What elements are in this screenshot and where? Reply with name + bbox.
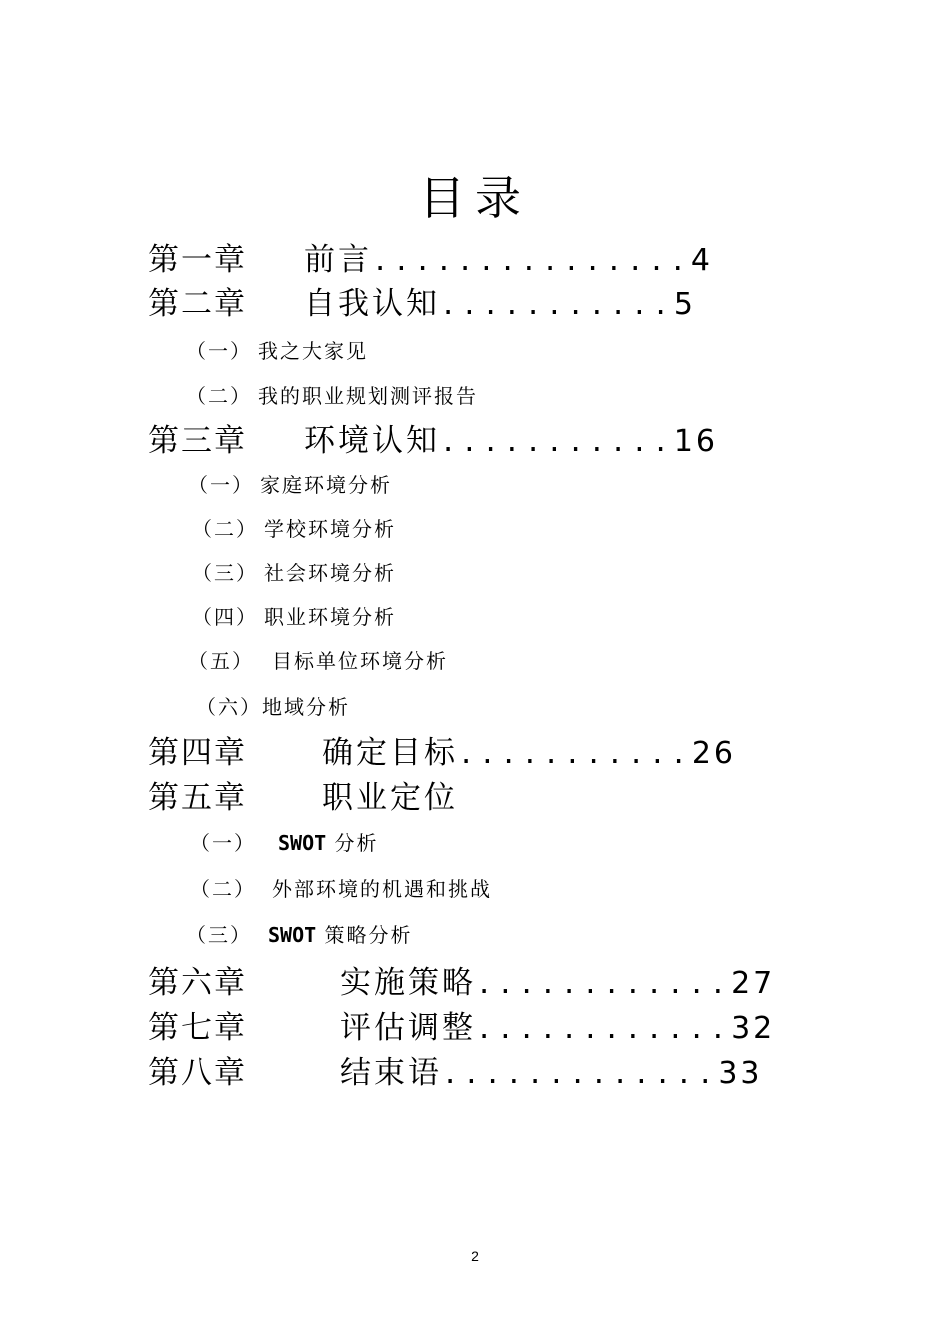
toc-entry-section[interactable] <box>190 828 379 858</box>
section-marker: （三） <box>192 561 258 585</box>
toc-entry-chapter-4[interactable] <box>148 731 736 775</box>
section-title: 目标单位环境分析 <box>272 649 448 673</box>
toc-entry-chapter-1[interactable] <box>148 238 713 282</box>
toc-entry-section[interactable] <box>192 602 396 632</box>
toc-entry-chapter-8[interactable] <box>148 1051 763 1095</box>
toc-entry-chapter-2[interactable] <box>148 282 696 326</box>
chapter-page-number: 27 <box>731 966 776 1001</box>
section-title: 家庭环境分析 <box>260 473 392 497</box>
section-title: 职业环境分析 <box>264 605 396 629</box>
dot-leader: ............ <box>476 1014 732 1045</box>
chapter-number: 第六章 <box>148 965 247 1001</box>
chapter-title-line <box>304 282 696 328</box>
section-marker: （四） <box>192 605 258 629</box>
chapter-title-line <box>322 731 736 777</box>
section-marker: （六） <box>196 695 262 719</box>
section-title: 分析 <box>334 831 379 855</box>
chapter-page-number: 16 <box>673 424 718 459</box>
toc-entry-section[interactable] <box>186 920 413 950</box>
chapter-page-number: 4 <box>690 243 713 278</box>
chapter-title: 实施策略 <box>340 965 476 1001</box>
chapter-title: 结束语 <box>340 1055 442 1091</box>
chapter-title: 职业定位 <box>322 780 458 816</box>
chapter-number: 第三章 <box>148 423 247 459</box>
chapter-title: 评估调整 <box>340 1010 476 1046</box>
chapter-title: 确定目标 <box>322 735 458 771</box>
section-marker: （一） <box>188 473 254 497</box>
chapter-page-number: 33 <box>718 1056 763 1091</box>
chapter-page-number: 26 <box>691 736 736 771</box>
section-latin-term: SWOT <box>268 923 317 947</box>
chapter-title-line <box>322 776 458 822</box>
section-title: 外部环境的机遇和挑战 <box>272 877 492 901</box>
chapter-number: 第五章 <box>148 780 247 816</box>
chapter-number: 第四章 <box>148 735 247 771</box>
dot-leader: ............. <box>442 1059 719 1090</box>
toc-entry-section[interactable] <box>190 874 492 904</box>
toc-entry-section[interactable] <box>186 336 368 366</box>
chapter-page-number: 5 <box>673 287 696 322</box>
toc-entry-section[interactable] <box>188 646 448 676</box>
section-title: 我的职业规划测评报告 <box>258 384 478 408</box>
chapter-title-line <box>340 1051 763 1097</box>
section-marker: （二） <box>192 517 258 541</box>
chapter-title-line <box>340 1006 775 1052</box>
chapter-number: 第二章 <box>148 286 247 322</box>
toc-entry-chapter-5[interactable] <box>148 776 458 820</box>
dot-leader: ........... <box>440 427 674 458</box>
chapter-title-line <box>340 961 775 1007</box>
chapter-number: 第八章 <box>148 1055 247 1091</box>
section-marker: （二） <box>186 384 252 408</box>
chapter-title: 环境认知 <box>304 423 440 459</box>
page-number: 2 <box>471 1248 479 1264</box>
chapter-title: 前言 <box>304 242 372 278</box>
toc-entry-chapter-6[interactable] <box>148 961 776 1005</box>
toc-title: 目录 <box>419 171 531 225</box>
section-marker: （一） <box>186 339 252 363</box>
chapter-number: 第七章 <box>148 1010 247 1046</box>
dot-leader: ........... <box>458 739 692 770</box>
toc-entry-chapter-7[interactable] <box>148 1006 776 1050</box>
toc-entry-section[interactable] <box>196 692 350 722</box>
section-marker: （二） <box>190 877 256 901</box>
chapter-title-line <box>304 238 713 284</box>
section-title: 地域分析 <box>262 695 350 719</box>
toc-entry-section[interactable] <box>192 514 396 544</box>
section-title: 我之大家见 <box>258 339 368 363</box>
section-title: 社会环境分析 <box>264 561 396 585</box>
dot-leader: ........... <box>440 290 674 321</box>
toc-entry-chapter-3[interactable] <box>148 419 718 463</box>
section-latin-term: SWOT <box>278 831 327 855</box>
chapter-title-line <box>304 419 718 465</box>
toc-entry-section[interactable] <box>186 381 478 411</box>
chapter-number: 第一章 <box>148 242 247 278</box>
toc-entry-section[interactable] <box>192 558 396 588</box>
chapter-title: 自我认知 <box>304 286 440 322</box>
dot-leader: ............ <box>476 969 732 1000</box>
toc-entry-section[interactable] <box>188 470 392 500</box>
section-marker: （三） <box>186 923 252 947</box>
section-marker: （一） <box>190 831 256 855</box>
section-title: 策略分析 <box>324 923 413 947</box>
chapter-page-number: 32 <box>731 1011 776 1046</box>
dot-leader: ............... <box>372 246 691 277</box>
section-title: 学校环境分析 <box>264 517 396 541</box>
section-marker: （五） <box>188 649 254 673</box>
